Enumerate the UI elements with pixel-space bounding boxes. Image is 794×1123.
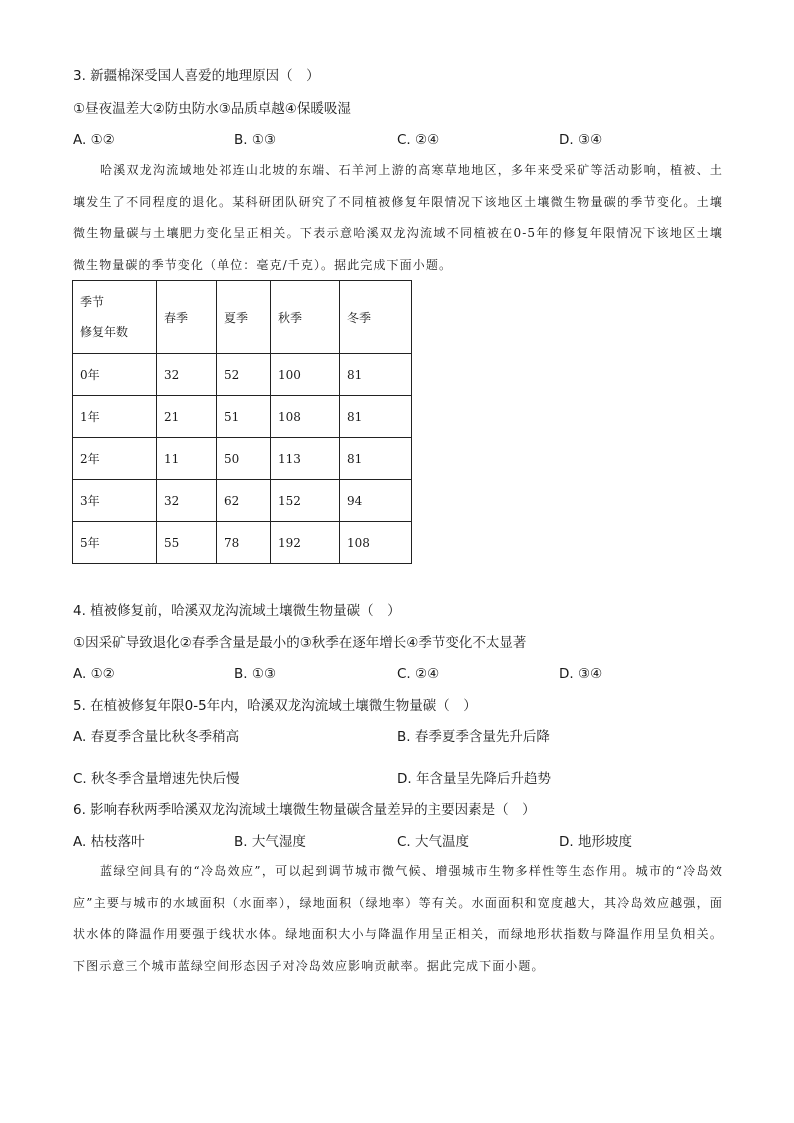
- cell-spring: 55: [157, 522, 217, 564]
- cell-autumn: 192: [271, 522, 340, 564]
- row-year-label: 2年: [73, 438, 157, 480]
- table-corner-cell: [73, 281, 157, 354]
- q6-option-a[interactable]: A. 枯枝落叶: [73, 834, 145, 850]
- header-summer: 夏季: [217, 281, 271, 354]
- passage-cold-island: [73, 856, 723, 982]
- q5-option-a[interactable]: A. 春夏季含量比秋冬季稍高: [73, 729, 240, 745]
- q4-option-d[interactable]: D. ③④: [559, 666, 603, 682]
- row-year-label: 3年: [73, 480, 157, 522]
- cell-spring: 11: [157, 438, 217, 480]
- q3-statements: ①昼夜温差大②防虫防水③品质卓越④保暖吸湿: [73, 101, 351, 117]
- q6-stem: 6. 影响春秋两季哈溪双龙沟流域土壤微生物量碳含量差异的主要因素是（ ）: [73, 802, 536, 818]
- passage-cold-island-text: 蓝绿空间具有的“冷岛效应”，可以起到调节城市微气候、增强城市生物多样性等生态作用。城市的“冷岛效应”主要与城市的水域面积（水面率），绿地面积（绿地率）等有关。水面面积和宽度越大，其冷岛效应越强，面状水体的降温作用要强于线状水体。绿地面积大小与降温作用呈正相关，而绿地形状指数与降温作用呈负相关。下图示意三个城市蓝绿空间形态因子对冷岛效应影响贡献率。据此完成下面小题。: [73, 864, 723, 973]
- q6-option-b[interactable]: B. 大气湿度: [234, 834, 306, 850]
- q3-option-a[interactable]: A. ①②: [73, 132, 115, 148]
- cell-summer: 78: [217, 522, 271, 564]
- cell-summer: 50: [217, 438, 271, 480]
- q4-stem: 4. 植被修复前，哈溪双龙沟流域土壤微生物量碳（ ）: [73, 603, 401, 619]
- corner-label-years: 修复年数: [80, 325, 129, 339]
- header-spring: 春季: [157, 281, 217, 354]
- cell-summer: 51: [217, 396, 271, 438]
- q5-stem: 5. 在植被修复年限0-5年内，哈溪双龙沟流域土壤微生物量碳（ ）: [73, 698, 477, 714]
- q5-option-d[interactable]: D. 年含量呈先降后升趋势: [397, 771, 551, 787]
- passage-haxi-text: 哈溪双龙沟流域地处祁连山北坡的东端、石羊河上游的高寒草地地区，多年来受采矿等活动影响，植被、土壤发生了不同程度的退化。某科研团队研究了不同植被修复年限情况下该地区土壤微生物量碳的季节变化。土壤微生物量碳与土壤肥力变化呈正相关。下表示意哈溪双龙沟流域不同植被在0-5年的修复年限情况下该地区土壤微生物量碳的季节变化（单位：毫克/千克）。据此完成下面小题。: [73, 163, 723, 272]
- table-row: [73, 522, 412, 564]
- cell-summer: 62: [217, 480, 271, 522]
- header-autumn: 秋季: [271, 281, 340, 354]
- table-header-row: [73, 281, 412, 354]
- cell-winter: 81: [340, 354, 412, 396]
- cell-spring: 32: [157, 354, 217, 396]
- cell-winter: 81: [340, 396, 412, 438]
- cell-autumn: 152: [271, 480, 340, 522]
- q4-option-b[interactable]: B. ①③: [234, 666, 277, 682]
- q4-option-c[interactable]: C. ②④: [397, 666, 440, 682]
- cell-winter: 81: [340, 438, 412, 480]
- q3-stem: 3. 新疆棉深受国人喜爱的地理原因（ ）: [73, 68, 320, 84]
- table-row: [73, 438, 412, 480]
- cell-winter: 94: [340, 480, 412, 522]
- q6-option-c[interactable]: C. 大气温度: [397, 834, 470, 850]
- cell-spring: 32: [157, 480, 217, 522]
- q3-option-c[interactable]: C. ②④: [397, 132, 440, 148]
- row-year-label: 5年: [73, 522, 157, 564]
- table-row: [73, 396, 412, 438]
- cell-autumn: 108: [271, 396, 340, 438]
- q3-option-b[interactable]: B. ①③: [234, 132, 277, 148]
- cell-autumn: 100: [271, 354, 340, 396]
- passage-haxi: [73, 155, 723, 281]
- table-row: [73, 480, 412, 522]
- row-year-label: 1年: [73, 396, 157, 438]
- cell-summer: 52: [217, 354, 271, 396]
- cell-winter: 108: [340, 522, 412, 564]
- q6-option-d[interactable]: D. 地形坡度: [559, 834, 632, 850]
- corner-label-season: 季节: [80, 295, 105, 309]
- cell-spring: 21: [157, 396, 217, 438]
- cell-autumn: 113: [271, 438, 340, 480]
- microbial-carbon-table: [72, 280, 412, 564]
- q4-option-a[interactable]: A. ①②: [73, 666, 115, 682]
- q5-option-c[interactable]: C. 秋冬季含量增速先快后慢: [73, 771, 240, 787]
- q4-statements: ①因采矿导致退化②春季含量是最小的③秋季在逐年增长④季节变化不太显著: [73, 635, 527, 651]
- q3-option-d[interactable]: D. ③④: [559, 132, 603, 148]
- row-year-label: 0年: [73, 354, 157, 396]
- table-row: [73, 354, 412, 396]
- q5-option-b[interactable]: B. 春季夏季含量先升后降: [397, 729, 550, 745]
- header-winter: 冬季: [340, 281, 412, 354]
